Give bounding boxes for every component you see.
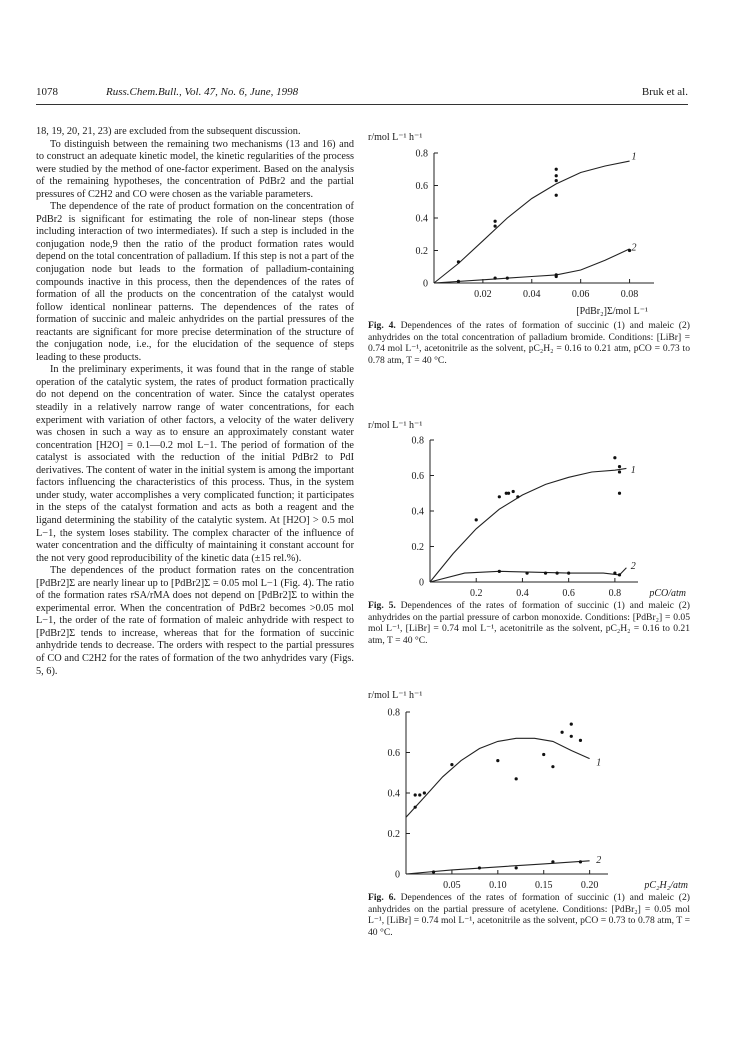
series-1-point — [560, 731, 563, 734]
series-2-point — [494, 277, 497, 280]
caption-title: Fig. 6. — [368, 892, 396, 903]
y-tick-label: 0 — [395, 869, 400, 881]
caption-text: Dependences of the rates of formation of succinic (1) and maleic (2) anhydrides on the partial pressure of acetylene. Conditions: [PdBr₂] = 0.05 mol L⁻¹, [LiBr] = 0.74 mol L⁻¹, acetonitrile as the solvent, pCO = 0.73 to 0.78 atm, T = 40 °C. — [368, 892, 690, 938]
y-tick-label: 0.6 — [387, 748, 400, 759]
series-2-point — [555, 275, 558, 278]
y-axis-label: r/mol L⁻¹ h⁻¹ — [368, 690, 423, 701]
series-2-point — [579, 860, 582, 863]
series-1-point — [618, 492, 621, 495]
y-tick-label: 0.2 — [387, 829, 400, 840]
curve-2-label: 2 — [596, 854, 602, 866]
curve-1-label: 1 — [596, 757, 602, 769]
figure-6-caption — [368, 892, 690, 938]
figure-4 — [368, 128, 690, 366]
y-tick-label: 0.8 — [387, 707, 400, 719]
y-tick-label: 0.4 — [411, 506, 424, 518]
series-1-point — [498, 495, 501, 498]
paragraph-2: To distinguish between the remaining two mechanisms (13 and 16) and to construct an adequate kinetic model, the kinetic regularities of the process were studied by the method of one-factor experiment. Based on the analysis of the remaining hypotheses, the concentration of PdBr2 and the partial pressures of C2H2 and CO were chosen as the variable parameters. — [36, 138, 354, 200]
series-2-point — [628, 249, 631, 252]
y-axis-label: r/mol L⁻¹ h⁻¹ — [368, 420, 423, 431]
figure-5 — [368, 398, 690, 646]
figure-4-chart — [368, 128, 690, 318]
x-tick-label: 0.4 — [516, 588, 529, 598]
x-tick-label: 0.20 — [580, 880, 599, 890]
series-1-point — [542, 753, 545, 756]
curve-1-label: 1 — [631, 151, 637, 163]
y-tick-label: 0.6 — [415, 181, 428, 192]
series-1-point — [516, 495, 519, 498]
y-tick-label: 0 — [419, 577, 424, 589]
caption-text: Dependences of the rates of formation of succinic (1) and maleic (2) anhydrides on the total concentration of palladium bromide. Conditions: [LiBr] = 0.74 mol L⁻¹, acetonitrile as the solvent, pC₂H₂ = 0.16 to 0.21 atm, pCO = 0.73 to 0.78 atm, T = 40 °C. — [368, 320, 690, 366]
series-2-point — [515, 866, 518, 869]
series-1-point — [418, 793, 421, 796]
curve-2-label: 2 — [630, 561, 636, 573]
running-header — [36, 86, 688, 105]
series-2-curve — [434, 249, 630, 283]
series-1-point — [450, 763, 453, 766]
figure-4-caption — [368, 320, 690, 366]
y-axis-label: r/mol L⁻¹ h⁻¹ — [368, 132, 423, 143]
x-axis-label: pC₂H₂/atm — [644, 880, 688, 890]
x-axis-label: pCO/atm — [649, 588, 686, 598]
x-axis-label: [PdBr₂]Σ/mol L⁻¹ — [576, 306, 648, 317]
y-tick-label: 0.6 — [411, 471, 424, 482]
body-text-column — [36, 126, 354, 678]
series-1-point — [414, 793, 417, 796]
y-tick-label: 0 — [423, 278, 428, 290]
series-1-curve — [434, 161, 630, 283]
figure-5-caption — [368, 600, 690, 646]
x-tick-label: 0.8 — [608, 588, 622, 598]
y-tick-label: 0.2 — [415, 246, 428, 257]
x-tick-label: 0.2 — [469, 588, 483, 598]
series-1-point — [515, 777, 518, 780]
series-1-point — [494, 220, 497, 223]
caption-title: Fig. 4. — [368, 320, 396, 331]
caption-text: Dependences of the rates of formation of succinic (1) and maleic (2) anhydrides on the partial pressure of carbon monoxide. Conditions: [PdBr₂] = 0.05 mol L⁻¹, [LiBr] = 0.74 mol L⁻¹, acetonitrile as the solvent, pC₂H₂ = 0.16 to 0.21 atm, T = 40 °C. — [368, 600, 690, 646]
figure-6 — [368, 668, 690, 938]
series-1-point — [555, 174, 558, 177]
series-2-point — [525, 572, 528, 575]
series-1-point — [414, 806, 417, 809]
series-1-point — [618, 470, 621, 473]
curve-1-label: 1 — [630, 465, 636, 477]
series-1-point — [512, 490, 515, 493]
series-1-point — [457, 260, 460, 263]
caption-title: Fig. 5. — [368, 600, 396, 611]
curve-2-label: 2 — [631, 242, 637, 254]
paragraph-3: The dependence of the rate of product formation on the concentration of PdBr2 is significant for estimating the role of non-linear steps (those including interaction of two intermediates). If such a step is included in the conjugation node,9 then the ratio of the product formation rates would depend on the total concentration of palladium. If this step is not a part of the conjugation node but leads to the formation of palladium-containing compounds inactive in this process, then the dependences of the rates of formation of all the products on the concentration of the catalyst would follow identical nonlinear patterns. The dependences of the rates of formation of succinic and maleic anhydrides on the partial pressures of the reactants are significant for more precise determination of the structure of the conjugation node, i.e., for the elucidation of the sequence of steps leading to these products. — [36, 201, 354, 363]
y-tick-label: 0.8 — [411, 435, 424, 447]
series-1-point — [555, 168, 558, 171]
series-2-point — [544, 572, 547, 575]
figure-6-chart — [368, 668, 690, 890]
authors: Bruk et al. — [641, 86, 688, 98]
paragraph-4: In the preliminary experiments, it was found that in the range of stable operation of the catalytic system, the rates of product formation practically do not depend on the concentration of water. Since the catalyst operates steadily in a relatively narrow range of water concentrations, for each experiment with variation of other factors, a velocity of the water delivery was chosen in such a way as to ensure an approximately constant water concentration [H2O] = 0.1—0.2 mol L−1. The period of formation of the catalyst is associated with the reduction of the initial PdBr2 to PdI derivatives. The content of water in the initial system is among the important factors influencing the characteristics of this process. Thus, in the system under study, water accomplishes a very complicated function; it participates in the steps of the catalyst formation and acts as both a reagent and the ligand determining the stability of the catalytic system. At [H2O] > 0.5 mol L−1, the system loses stability. The complex character of the influence of water concentration and the difficulty of maintaining it constant account for the not very good reproducibility of the kinetic data (±15 rel.%). — [36, 364, 354, 564]
x-tick-label: 0.05 — [443, 880, 461, 890]
x-tick-label: 0.04 — [523, 289, 541, 300]
series-2-curve — [430, 568, 626, 582]
series-1-curve — [430, 468, 626, 582]
series-2-point — [432, 870, 435, 873]
series-1-point — [555, 194, 558, 197]
x-tick-label: 0.02 — [474, 289, 492, 300]
paragraph-1: 18, 19, 20, 21, 23) are excluded from the subsequent discussion. — [36, 126, 301, 137]
series-1-curve — [406, 738, 590, 817]
series-1-point — [496, 759, 499, 762]
series-2-point — [613, 572, 616, 575]
x-tick-label: 0.6 — [562, 588, 575, 598]
series-2-point — [498, 570, 501, 573]
page-number: 1078 — [36, 86, 58, 98]
y-tick-label: 0.2 — [411, 542, 424, 553]
series-1-point — [579, 739, 582, 742]
x-tick-label: 0.06 — [571, 289, 590, 300]
series-1-point — [423, 791, 426, 794]
paragraph-5: The dependences of the product formation rates on the concentration [PdBr2]Σ are nearly linear up to [PdBr2]Σ = 0.05 mol L−1 (Fig. 4). The ratio of the formation rates rSA/rMA does not depend on [PdBr2]Σ to within the experimental error. When the concentration of PdBr2 becomes >0.05 mol L−1, the order of the rate of formation of maleic anhydride with respect to [PdBr2]Σ tends to increase, whereas that for the formation of succinic anhydride tends to decrease. The orders with respect to the partial pressures of CO and C2H2 for the rates of formation of the two anhydrides vary (Figs. 5, 6). — [36, 565, 354, 677]
y-tick-label: 0.4 — [387, 788, 400, 800]
series-2-point — [556, 572, 559, 575]
series-2-point — [478, 866, 481, 869]
y-tick-label: 0.4 — [415, 213, 428, 225]
figure-5-chart — [368, 398, 690, 598]
series-1-point — [570, 735, 573, 738]
series-2-point — [551, 860, 554, 863]
series-1-point — [494, 225, 497, 228]
series-2-point — [567, 572, 570, 575]
series-2-point — [506, 277, 509, 280]
series-2-point — [618, 573, 621, 576]
y-tick-label: 0.8 — [415, 148, 428, 160]
x-tick-label: 0.10 — [489, 880, 507, 890]
series-1-point — [613, 456, 616, 459]
series-1-point — [555, 179, 558, 182]
series-1-point — [551, 765, 554, 768]
series-1-point — [475, 518, 478, 521]
series-2-point — [457, 280, 460, 283]
series-1-point — [507, 492, 510, 495]
series-1-point — [618, 465, 621, 468]
x-tick-label: 0.08 — [620, 289, 639, 300]
journal-citation: Russ.Chem.Bull., Vol. 47, No. 6, June, 1998 — [106, 86, 299, 98]
series-1-point — [570, 723, 573, 726]
x-tick-label: 0.15 — [534, 880, 553, 890]
